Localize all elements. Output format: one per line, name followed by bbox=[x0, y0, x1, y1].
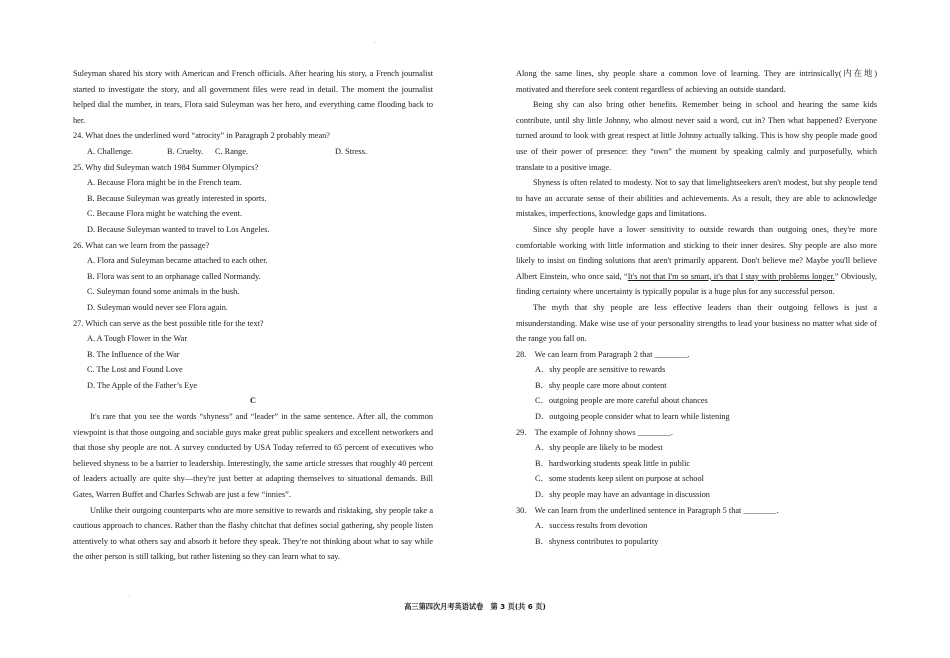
question-24-options bbox=[73, 144, 433, 160]
option-d[interactable]: D．shy people may have an advantage in discussion bbox=[535, 490, 710, 500]
passage-paragraph: Along the same lines, shy people share a common love of learning. They are intrinsically(内在地) motivated and therefore seek content regardless of achieving an outside standard. bbox=[516, 69, 877, 94]
option-b[interactable]: B．hardworking students speak little in public bbox=[535, 458, 691, 468]
option-a[interactable]: A．shy people are sensitive to rewards bbox=[535, 365, 666, 375]
option-c[interactable]: C. Range. bbox=[215, 146, 248, 156]
page-footer: 高三第四次月考英语试卷 第 3 页(共 6 页) bbox=[404, 602, 546, 611]
option-d[interactable]: D. Stress. bbox=[335, 146, 368, 156]
scan-mark: · bbox=[374, 40, 376, 46]
question-24-stem: 24. What does the underlined word “atrocity” in Paragraph 2 probably mean? bbox=[73, 131, 330, 141]
question-25-stem: 25. Why did Suleyman watch 1984 Summer Olympics? bbox=[73, 162, 259, 172]
passage-paragraph: Being shy can also bring other benefits. Remember being in school and hearing the same kids contribute, until shy little Johnny, who almost never said a word, cut in? Then what happened? Everyone turned around to look with great respect at little Johnny actually talking. This is how shy people made good use of their power of presence: they “own” the moment by speaking calmly and purposefully, which translate to a positive image. bbox=[516, 100, 877, 172]
option-c[interactable]: C．some students keep silent on purpose at school bbox=[535, 474, 704, 484]
underlined-quote: It's not that I'm so smart, it's that I stay with problems longer. bbox=[627, 271, 835, 281]
section-heading-c: C bbox=[250, 396, 256, 406]
question-29-stem: 29. The example of Johnny shows ________. bbox=[516, 427, 673, 437]
option-a[interactable]: A. Because Flora might be in the French team. bbox=[87, 178, 242, 188]
option-a[interactable]: A．success results from devotion bbox=[535, 521, 648, 531]
passage-paragraph: Unlike their outgoing counterparts who are more sensitive to rewards and risktaking, shy people take a cautious approach to chances. Rather than the flashy chitchat that defines social gathering, shy people listen attentively to what others say and absorb it before they speak. They're not thinking about what to say while the other person is still talking, but rather listening so they can learn what to say. bbox=[73, 505, 433, 562]
passage-paragraph: Suleyman shared his story with American and French officials. After hearing his story, a French journalist started to investigate the story, and all government files were read in detail. The moment the journalist helped dial the number, in tears, Flora said Suleyman was her hero, and everything came flooding back to her. bbox=[73, 69, 433, 125]
passage-paragraph: Shyness is often related to modesty. Not to say that limelightseekers aren't modest, but shy people tend to have an accurate sense of their abilities and achievements. As a result, they are able to acknowledge mistakes, imperfections, knowledge gaps and limitations. bbox=[516, 178, 877, 219]
passage-paragraph bbox=[516, 222, 877, 300]
option-d[interactable]: D. Suleyman would never see Flora again. bbox=[87, 302, 229, 312]
option-b[interactable]: B. The Influence of the War bbox=[87, 349, 180, 359]
option-d[interactable]: D．outgoing people consider what to learn while listening bbox=[535, 412, 730, 422]
option-d[interactable]: D. Because Suleyman wanted to travel to Los Angeles. bbox=[87, 224, 270, 234]
question-28-stem: 28. We can learn from Paragraph 2 that ________. bbox=[516, 349, 690, 359]
option-c[interactable]: C. Because Flora might be watching the event. bbox=[87, 209, 243, 219]
option-a[interactable]: A. A Tough Flower in the War bbox=[87, 334, 188, 344]
scan-mark: · bbox=[128, 593, 130, 599]
option-d[interactable]: D. The Apple of the Father’s Eye bbox=[87, 380, 198, 390]
left-column bbox=[73, 66, 433, 565]
right-column bbox=[516, 66, 877, 549]
paragraph-text: ” Obviously, finding certainty where uncertainty is typically popular is a huge plus for any successful person. bbox=[516, 271, 877, 297]
option-a[interactable]: A. Flora and Suleyman became attached to each other. bbox=[87, 256, 268, 266]
passage-paragraph: It's rare that you see the words “shyness” and “leader” in the same sentence. After all, the common viewpoint is that those outgoing and sociable guys make great public speakers and excellent networkers and that those shy people are not. A survey conducted by USA Today referred to 65 percent of executives who believed shyness to be a barrier to leadership. Interestingly, the same article stresses that roughly 40 percent of leaders actually are quite shy—they're just better at adapting themselves to situational demands. Bill Gates, Warren Buffet and Charles Schwab are just a few “innies”. bbox=[73, 412, 433, 500]
paragraph-text: Since shy people have a lower sensitivity to outside rewards than outgoing ones, they're more comfortable working with little information and sticking to their inner desires. Shy people are also more likely to insist on finding solutions that aren't primarily apparent. Don't believe me? Maybe you'll believe Albert Einstein, who once said, “ bbox=[516, 224, 877, 281]
question-30-stem: 30. We can learn from the underlined sentence in Paragraph 5 that ________. bbox=[516, 505, 779, 515]
option-b[interactable]: B. Because Suleyman was greatly interested in sports. bbox=[87, 193, 267, 203]
option-a[interactable]: A. Challenge. bbox=[87, 146, 133, 156]
option-b[interactable]: B. Cruelty. bbox=[167, 146, 204, 156]
option-b[interactable]: B．shy people care more about content bbox=[535, 380, 667, 390]
option-b[interactable]: B．shyness contributes to popularity bbox=[535, 536, 659, 546]
option-c[interactable]: C．outgoing people are more careful about chances bbox=[535, 396, 708, 406]
question-27-stem: 27. Which can serve as the best possible title for the text? bbox=[73, 318, 264, 328]
passage-paragraph: The myth that shy people are less effective leaders than their outgoing fellows is just a misunderstanding. Make wise use of your personality strengths to lead your business no matter what side of the range you fall on. bbox=[516, 302, 877, 344]
option-c[interactable]: C. The Lost and Found Love bbox=[87, 365, 183, 375]
option-b[interactable]: B. Flora was sent to an orphanage called Normandy. bbox=[87, 271, 261, 281]
option-c[interactable]: C. Suleyman found some animals in the bush. bbox=[87, 287, 240, 297]
question-26-stem: 26. What can we learn from the passage? bbox=[73, 240, 210, 250]
option-a[interactable]: A．shy people are likely to be modest bbox=[535, 443, 663, 453]
